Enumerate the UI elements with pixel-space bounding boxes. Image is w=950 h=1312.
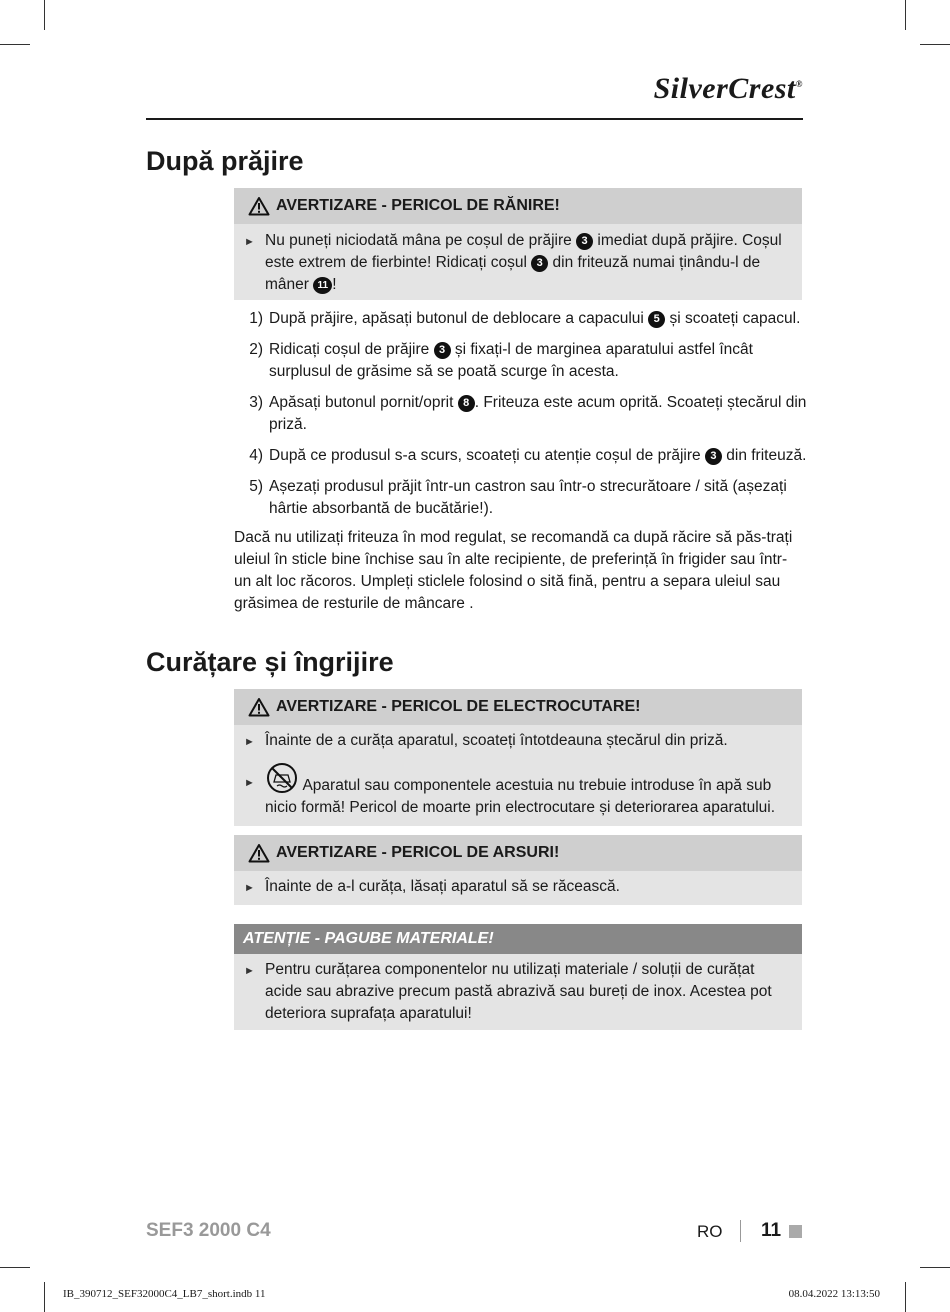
ref-number: 3 xyxy=(434,342,451,359)
crop-mark xyxy=(44,1282,45,1312)
footer-language: RO xyxy=(697,1222,723,1241)
crop-mark xyxy=(920,1267,950,1268)
arrow-bullet-icon: ► xyxy=(244,236,255,248)
header-rule xyxy=(146,118,803,120)
brand-logo: SilverCrest® xyxy=(653,72,803,105)
crop-mark xyxy=(920,44,950,45)
arrow-bullet-icon: ► xyxy=(244,777,255,789)
warning-heading: AVERTIZARE - PERICOL DE RĂNIRE! xyxy=(234,188,802,224)
warning-bullet: ► Aparatul sau componentele acestuia nu trebuie introduse în apă sub nicio formă! Pericol de moarte prin electrocutare și deteriorarea aparatului. xyxy=(234,759,802,826)
footer-separator xyxy=(740,1220,741,1242)
warning-triangle-icon xyxy=(248,843,270,863)
imprint-file: IB_390712_SEF32000C4_LB7_short.indb 11 xyxy=(63,1288,266,1300)
warning-bullet: ► Înainte de a-l curăța, lăsați aparatul să se răcească. xyxy=(234,871,802,905)
section-title-after-frying: După prăjire xyxy=(146,146,304,176)
arrow-bullet-icon: ► xyxy=(244,736,255,748)
warning-box-injury xyxy=(234,188,802,300)
warning-triangle-icon xyxy=(248,697,270,717)
crop-mark xyxy=(905,1282,906,1312)
ref-number: 3 xyxy=(531,255,548,272)
step-item: 4) După ce produsul s-a scurs, scoateți cu atenție coșul de prăjire 3 din friteuză. xyxy=(249,447,807,464)
arrow-bullet-icon: ► xyxy=(244,965,255,977)
ref-number: 8 xyxy=(458,395,475,412)
crop-mark xyxy=(905,0,906,30)
ref-number: 11 xyxy=(313,277,332,294)
crop-mark xyxy=(44,0,45,30)
step-item: 5) Așezați produsul prăjit într-un castron sau într-o strecurătoare / sită (așezați hârtie absorbantă de bucătărie!). xyxy=(249,478,787,517)
attention-heading: ATENȚIE - PAGUBE MATERIALE! xyxy=(234,924,802,954)
no-water-immersion-icon xyxy=(265,762,299,794)
section-title-cleaning: Curățare și îngrijire xyxy=(146,647,394,677)
arrow-bullet-icon: ► xyxy=(244,882,255,894)
warning-bullet: ► Nu puneți niciodată mâna pe coșul de prăjire 3 imediat după prăjire. Coșul este extrem de fierbinte! Ridicați coșul 3 din friteuză numai ținându-l de mâner 11 ! xyxy=(234,224,802,300)
warning-heading: AVERTIZARE - PERICOL DE ELECTROCUTARE! xyxy=(234,689,802,725)
warning-box-burns xyxy=(234,835,802,905)
warning-heading: AVERTIZARE - PERICOL DE ARSURI! xyxy=(234,835,802,871)
attention-box-material-damage xyxy=(234,924,802,1030)
step-item: 3) Apăsați butonul pornit/oprit 8 . Friteuza este acum oprită. Scoateți ștecărul din priză. xyxy=(249,394,807,433)
warning-box-electrocution xyxy=(234,689,802,826)
ref-number: 3 xyxy=(705,448,722,465)
page-number: 11 xyxy=(761,1220,782,1241)
page-marker-square xyxy=(789,1225,802,1238)
step-item: 1) După prăjire, apăsați butonul de deblocare a capacului 5 și scoateți capacul. xyxy=(249,310,801,327)
warning-bullet: ► Înainte de a curăța aparatul, scoateți întotdeauna ștecărul din priză. xyxy=(234,725,802,759)
storage-paragraph: Dacă nu utilizați friteuza în mod regulat, se recomandă ca după răcire să păs-trați uleiul în sticle bine închise sau în alte recipiente, de preferință în frigider sau într-un alt loc răcoros. Umpleți sticlele folosind o sită fină, pentru a separa uleiul sau grăsimea de resturile de mâncare . xyxy=(234,529,793,612)
attention-bullet: ► Pentru curățarea componentelor nu utilizați materiale / soluții de curățat acide sau abrazive precum pastă abrazivă sau bureți de inox. Acestea pot deteriora suprafața aparatului! xyxy=(234,954,802,1030)
crop-mark xyxy=(0,1267,30,1268)
steps-list xyxy=(234,308,809,529)
imprint-timestamp: 08.04.2022 13:13:50 xyxy=(788,1288,880,1300)
ref-number: 3 xyxy=(576,233,593,250)
footer-model: SEF3 2000 C4 xyxy=(146,1220,271,1241)
warning-triangle-icon xyxy=(248,196,270,216)
step-item: 2) Ridicați coșul de prăjire 3 și fixați-l de marginea aparatului astfel încât surplusul de grăsime să se poată scurge în acesta. xyxy=(249,341,753,380)
crop-mark xyxy=(0,44,30,45)
ref-number: 5 xyxy=(648,311,665,328)
